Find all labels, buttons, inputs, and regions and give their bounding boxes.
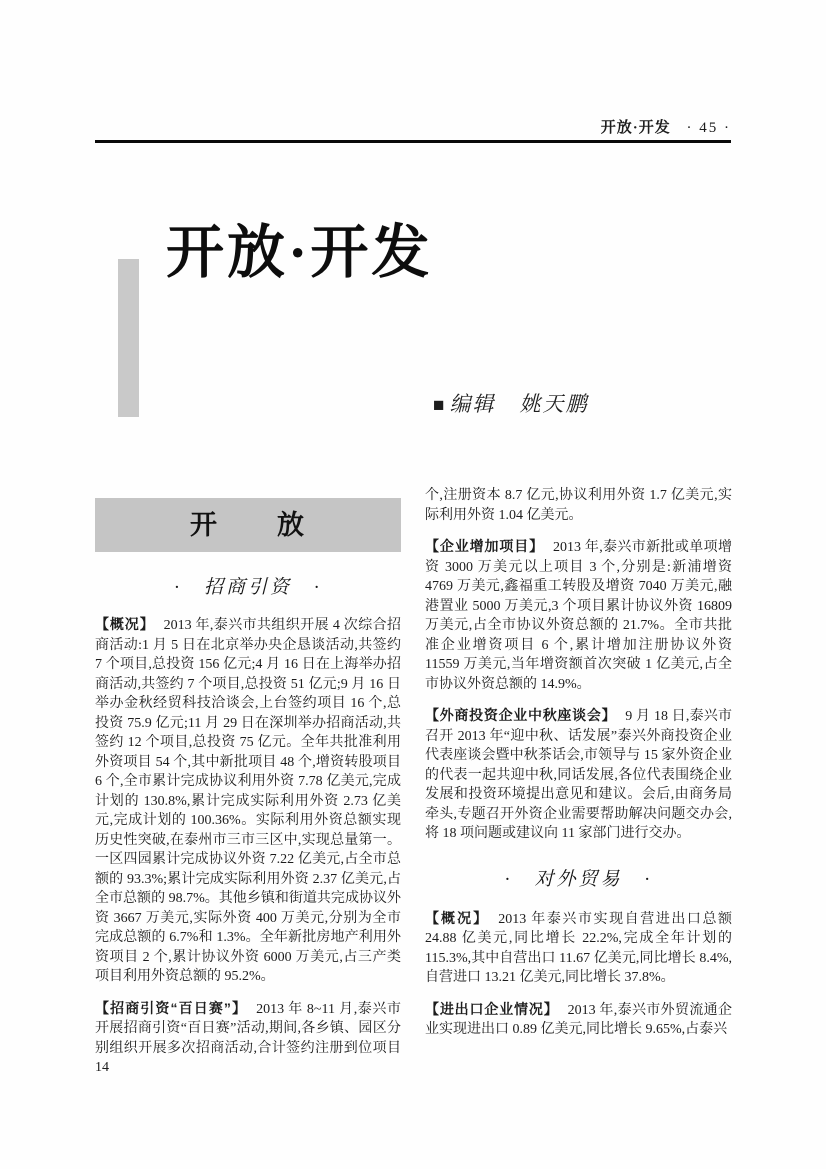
header-rule (95, 140, 731, 143)
paragraph-text: 2013 年 8~11 月,泰兴市开展招商引资“百日赛”活动,期间,各乡镇、园区分别组织开展多次招商活动,合计签约注册到位项目 14 (95, 1001, 401, 1075)
paragraph-text: 2013 年,泰兴市外贸流通企业实现进出口 0.89 亿美元,同比增长 9.65%,占泰兴 (425, 1002, 733, 1037)
right-column (425, 486, 732, 1040)
subsection-heading-duiwaimaoyi: · 对外贸易 · (504, 868, 653, 890)
paragraph-qiye-zengjia-xiangmu (425, 537, 732, 694)
title-decor-bar (118, 259, 139, 417)
running-header (601, 116, 731, 137)
paragraph-jinchukou-qiye (425, 1000, 732, 1040)
paragraph-text: 2013 年,泰兴市共组织开展 4 次综合招商活动:1 月 5 日在北京举办央企恳谈活动,共签约 7 个项目,总投资 156 亿元;4 月 16 日在上海举办招商活动,共签约 7 个项目,总投资 51 亿元;9 月 16 日举办金秋经贸科技洽谈会,上台签约项目 16 个,总投资 75.9 亿元;11 月 29 日在深圳举办招商活动,共签约 12 个项目,总投资 75 亿元。全年共批准利用外资项目 54 个,其中新批项目 48 个,增资转股项目 6 个,全市累计完成协议利用外资 7.78 亿美元,完成计划的 130.8%,累计完成实际利用外资 2.73 亿美元,完成计划的 100.36%。实际利用外资总额实现历史性突破,在泰州市三市三区中,实现总量第一。一区四园累计完成协议外资 7.22 亿美元,占全市总额的 93.3%;累计完成实际利用外资 2.37 亿美元,占全市总额的 98.7%。其他乡镇和街道共完成协议外资 3667 万美元,实际外资 400 万美元,分别为全市完成总额的 6.7%和 1.3%。全年新批房地产利用外资项目 2 个,累计协议外资 6000 万美元,占三产类项目利用外资总额的 95.2%。 (95, 618, 402, 984)
editor-credit (433, 388, 588, 418)
paragraph-text: 9 月 18 日,泰兴市召开 2013 年“迎中秋、话发展”泰兴外商投资企业代表座谈会暨中秋茶话会,市领导与 15 家外资企业的代表一起共迎中秋,同话发展,各位代表围绕企业发展和投资环境提出意见和建议。会后,由商务局牵头,专题召开外资企业需要帮助解决问题交办会,将 18 项问题或建议向 11 家部门进行交办。 (425, 709, 733, 841)
paragraph-text: 2013 年泰兴市实现自营进出口总额 24.88 亿美元,同比增长 22.2%,完成全年计划的 115.3%,其中自营出口 11.67 亿美元,同比增长 8.4%,自营进口 13.21 亿美元,同比增长 37.8%。 (425, 911, 733, 985)
editor-name: 姚天鹏 (519, 392, 589, 416)
running-header-title: 开放·开发 (600, 120, 671, 136)
paragraph-tag: 【企业增加项目】 (425, 538, 544, 554)
paragraph-tag: 【概况】 (425, 909, 490, 926)
paragraph-zhongqiu-zuotanhui (425, 706, 732, 844)
paragraph-maoyi-gaikuang (425, 909, 732, 988)
text-columns (95, 486, 732, 1078)
page-number: · 45 · (686, 120, 731, 136)
editor-label: 编辑 (449, 392, 496, 416)
paragraph-gaikuang (95, 615, 401, 987)
paragraph-text: 个,注册资本 8.7 亿元,协议利用外资 1.7 亿美元,实际利用外资 1.04 亿美元。 (425, 488, 732, 523)
section-banner-kaifang: 开 放 (95, 498, 401, 552)
paragraph-tag: 【概况】 (95, 616, 155, 632)
paragraph-tag: 【进出口企业情况】 (425, 1000, 559, 1017)
square-bullet-icon: ■ (433, 395, 445, 416)
paragraph-continuation (425, 486, 732, 525)
paragraph-bairisai (95, 999, 401, 1078)
subsection-heading-zhaoshangyinzi: · 招商引资 · (174, 577, 322, 598)
chapter-title: 开放·开发 (166, 220, 433, 285)
left-column (95, 486, 401, 1078)
paragraph-tag: 【外商投资企业中秋座谈会】 (425, 707, 617, 723)
paragraph-tag: 【招商引资“百日赛”】 (95, 999, 248, 1016)
paragraph-text: 2013 年,泰兴市新批或单项增资 3000 万美元以上项目 3 个,分别是:新浦增资 4769 万美元,鑫福重工转股及增资 7040 万美元,融港置业 5000 万美元,3 个项目累计协议外资 16809 万美元,占全市协议外资总额的 21.7%。全市共批准企业增资项目 6 个,累计增加注册协议外资 11559 万美元,当年增资额首次突破 1 亿美元,占全市协议外资总额的 14.9%。 (425, 540, 733, 692)
